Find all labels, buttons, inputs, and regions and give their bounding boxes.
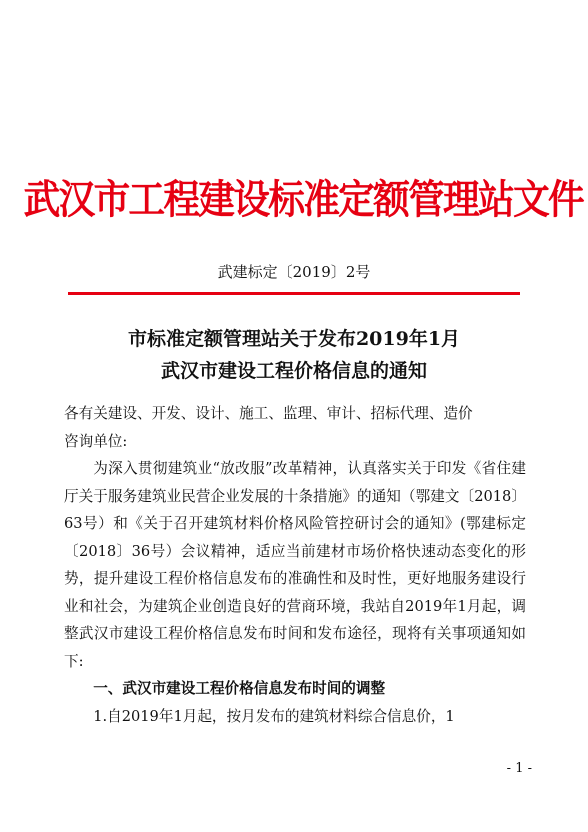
- page-number: - 1 -: [506, 761, 532, 776]
- red-divider-line: [68, 292, 520, 295]
- notice-title-line-1: 市标准定额管理站关于发布2019年1月: [127, 328, 461, 350]
- body-paragraph: 为深入贯彻建筑业“放改服”改革精神，认真落实关于印发《省住建厅关于服务建筑业民营企业发展的十条措施》的通知（鄂建文〔2018〕63号）和《关于召开建筑材料价格风险管控研讨会的通知》(鄂建标定〔2018〕36号）会议精神，适应当前建材市场价格快速动态变化的形势，提升建设工程价格信息发布的准确性和及时性，更好地服务建设行业和社会，为建筑企业创造良好的营商环境，我站自2019年1月起，调整武汉市建设工程价格信息发布时间和发布途径，现将有关事项通知如下:: [64, 460, 526, 670]
- notice-body: [64, 400, 526, 730]
- issuing-authority-header: 武汉市工程建设标准定额管理站文件: [23, 177, 583, 223]
- salutation-line-1: 各有关建设、开发、设计、施工、监理、审计、招标代理、造价: [64, 405, 473, 422]
- document-number: 武建标定〔2019〕2号: [217, 263, 371, 281]
- salutation-line-2: 咨询单位:: [64, 432, 128, 450]
- notice-title: [0, 323, 588, 387]
- notice-title-line-2: 武汉市建设工程价格信息的通知: [160, 360, 427, 382]
- section-heading: 一、武汉市建设工程价格信息发布时间的调整: [93, 680, 386, 697]
- list-item: 1.自2019年1月起，按月发布的建筑材料综合信息价，1: [93, 707, 455, 725]
